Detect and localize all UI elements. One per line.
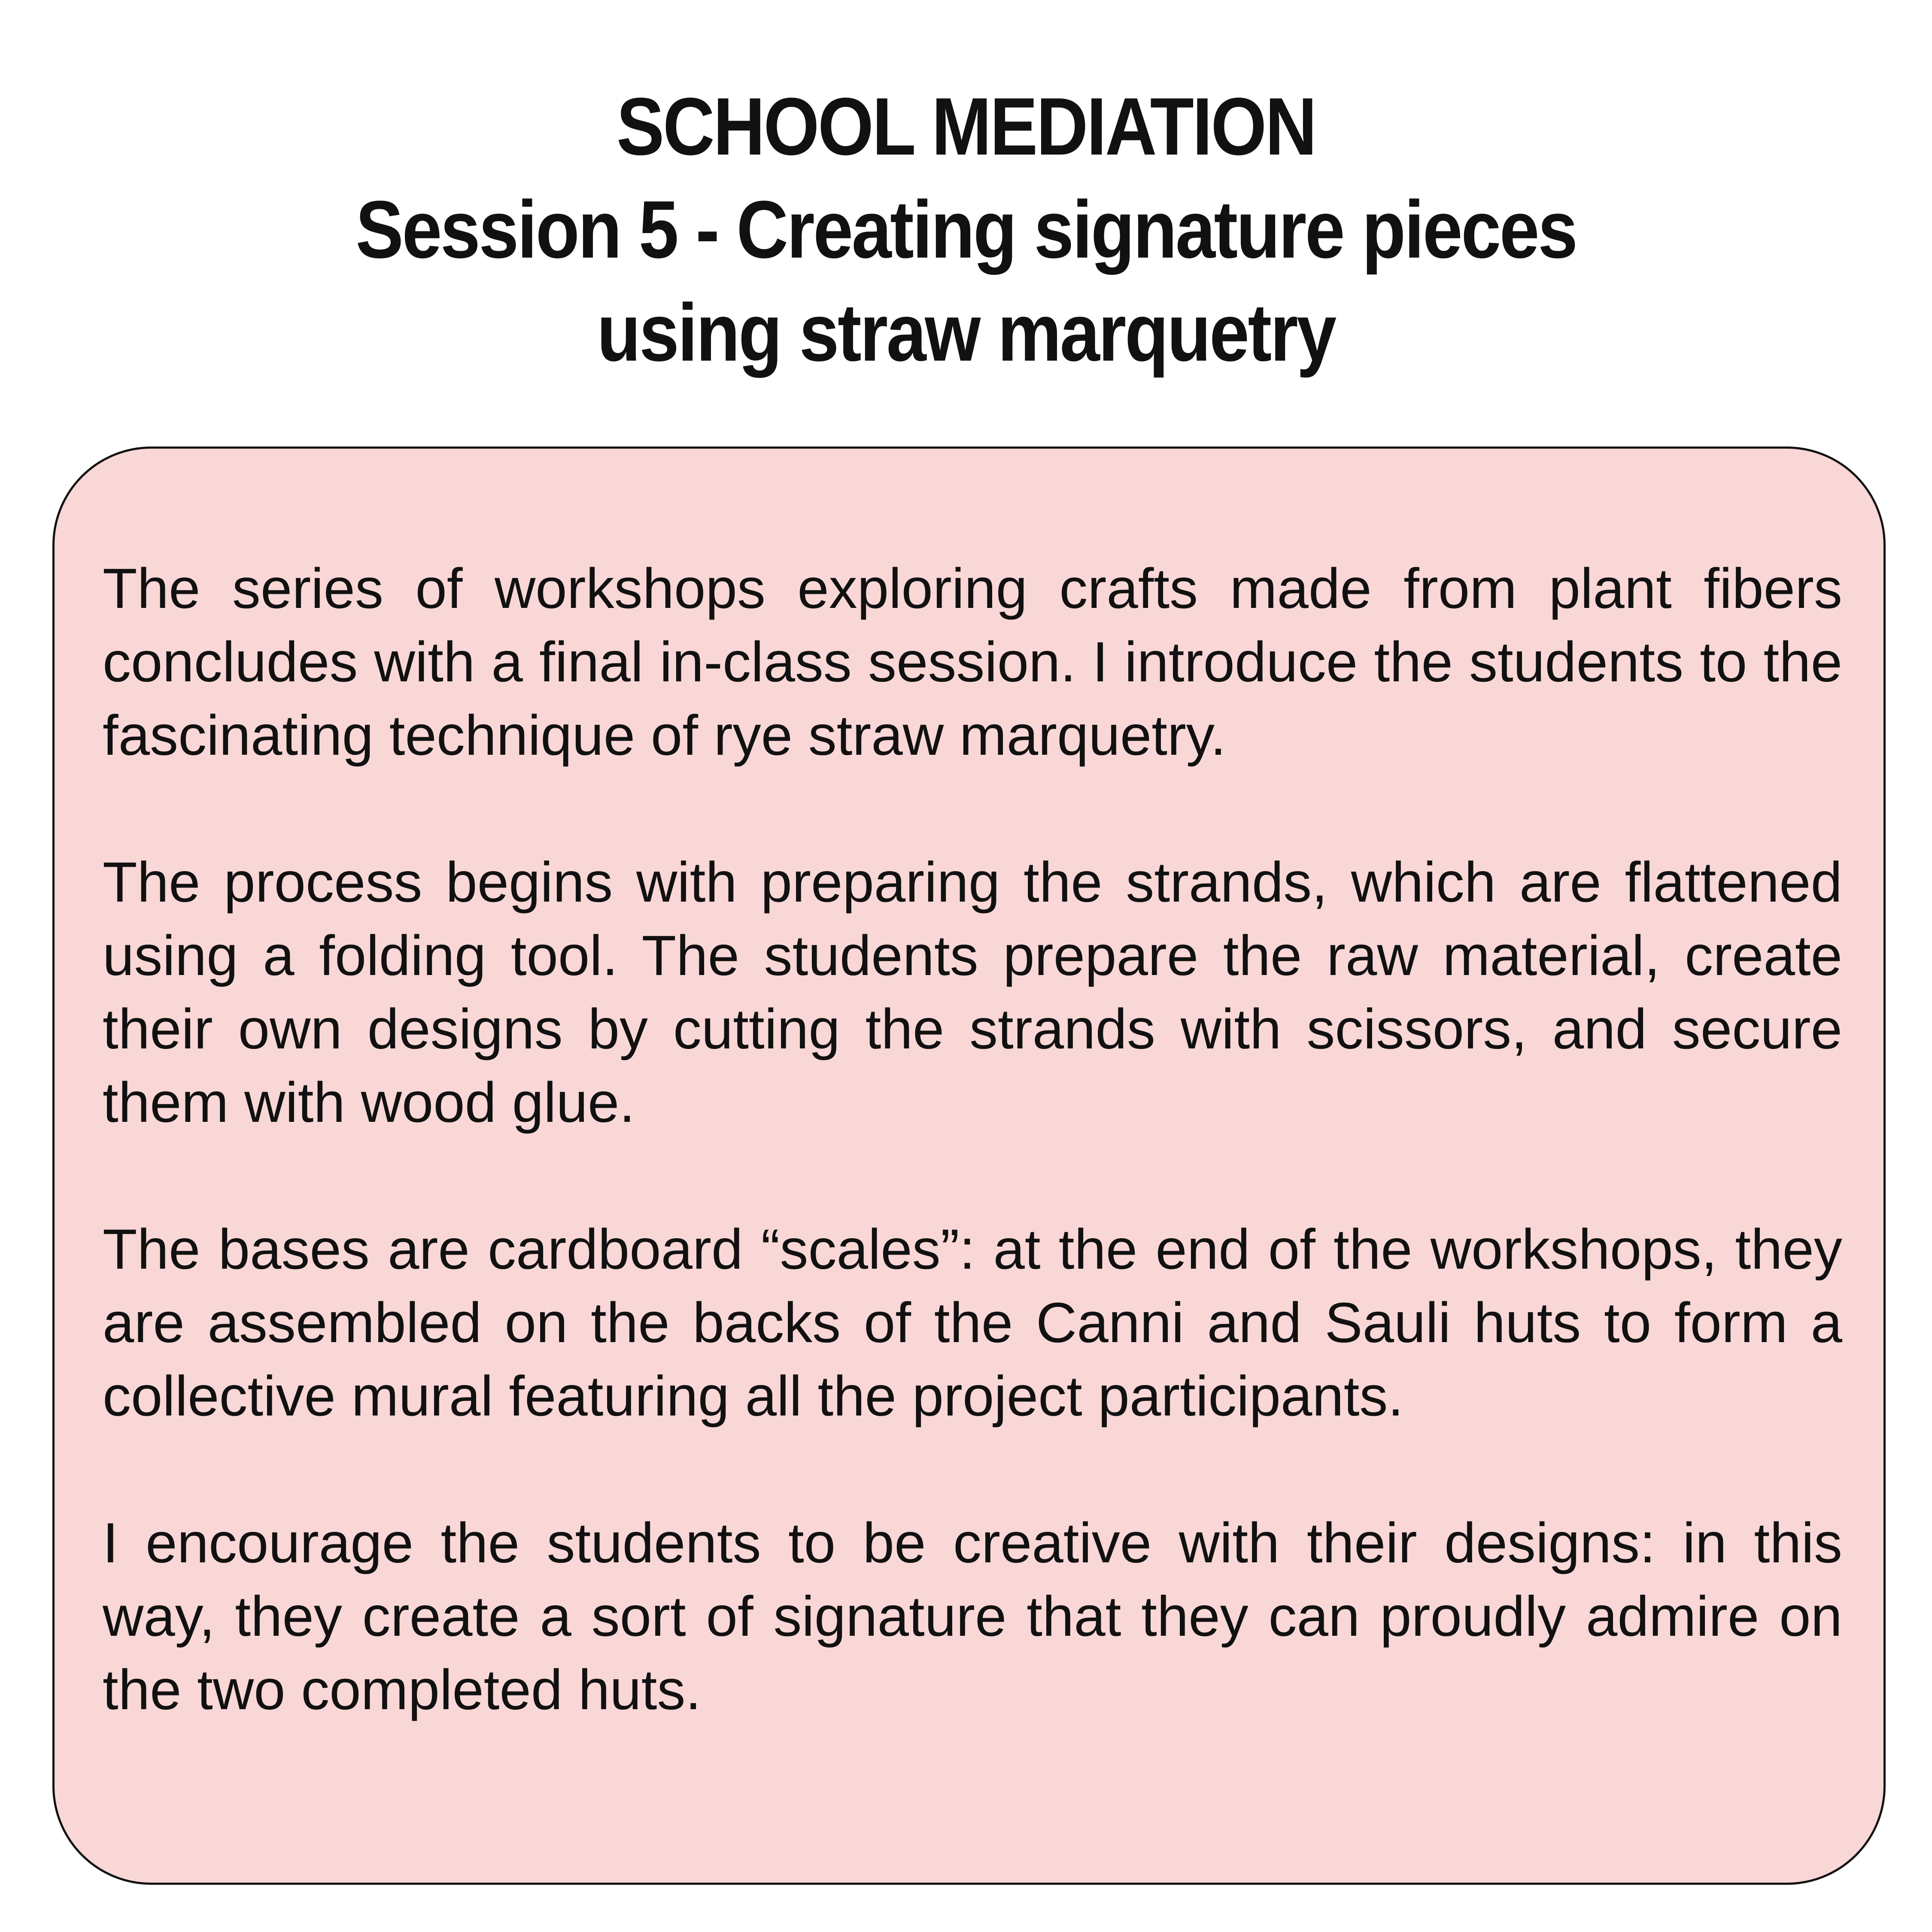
description-panel	[52, 447, 1886, 1885]
title-line-main: SCHOOL MEDIATION	[616, 81, 1316, 172]
title-line-technique: using straw marquetry	[597, 287, 1335, 378]
description-text	[103, 552, 1842, 1726]
paragraph-encouragement: I encourage the students to be creative with their designs: in this way, they create a sort of signature that they can proudly admire on the two completed huts.	[103, 1511, 1842, 1721]
title-line-session: Session 5 - Creating signature pieces	[355, 184, 1577, 275]
paragraph-process: The process begins with preparing the strands, which are flattened using a folding tool. The students prepare the raw material, create their own designs by cutting the strands with scissors, and secure them with wood glue.	[103, 851, 1842, 1134]
paragraph-workshop-series: The series of workshops exploring crafts made from plant fibers concludes with a final in-class session. I introduce the students to the fascinating technique of rye straw marquetry.	[103, 557, 1842, 767]
paragraph-bases: The bases are cardboard “scales”: at the end of the workshops, they are assembled on the backs of the Canni and Sauli huts to form a collective mural featuring all the project participants.	[103, 1218, 1842, 1428]
page-title	[116, 75, 1816, 384]
